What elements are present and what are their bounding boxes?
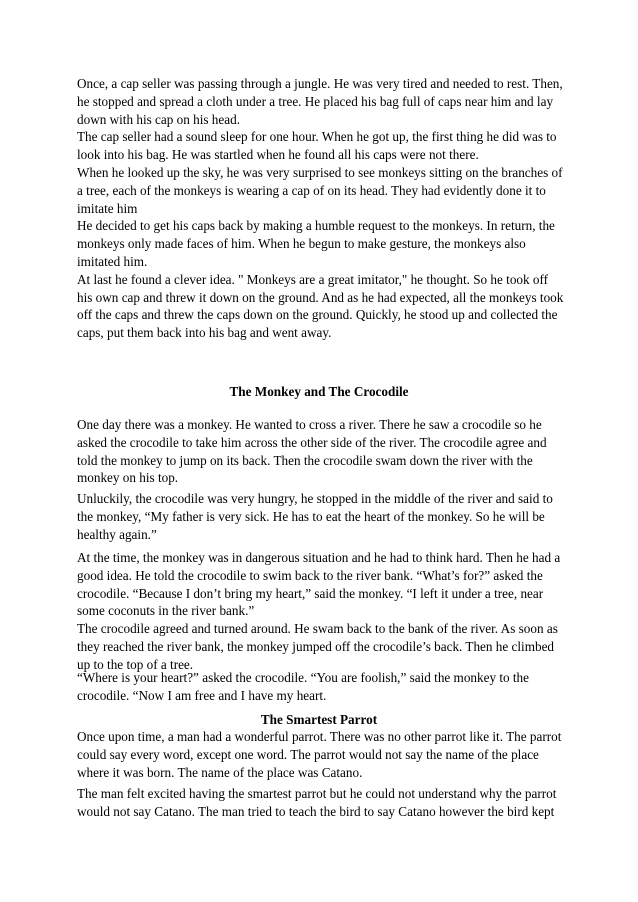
- paragraph: One day there was a monkey. He wanted to cross a river. There he saw a crocodile so he asked the crocodile to take him across the other side of the river. The crocodile agree and told the monkey to jump on its back. Then the crocodile swam down the river with the monkey on his top.: [77, 417, 547, 486]
- paragraph: Unluckily, the crocodile was very hungry, he stopped in the middle of the river and said to the monkey, “My father is very sick. He has to eat the heart of the monkey. So he will be healthy again.”: [77, 491, 553, 542]
- story-monkey-crocodile: [77, 416, 565, 487]
- story-smartest-parrot: [77, 785, 565, 821]
- paragraph: Once upon time, a man had a wonderful parrot. There was no other parrot like it. The parrot could say every word, except one word. The parrot would not say the name of the place where it was born. The name of the place was Catano.: [77, 729, 562, 780]
- paragraph: The man felt excited having the smartest parrot but he could not understand why the parrot would not say Catano. The man tried to teach the bird to say Catano however the bird kept: [77, 786, 557, 819]
- story-title-monkey-crocodile: The Monkey and The Crocodile: [229, 384, 409, 399]
- story-cap-seller: [77, 75, 565, 342]
- paragraph: “Where is your heart?” asked the crocodile. “You are foolish,” said the monkey to the crocodile. “Now I am free and I have my heart.: [77, 670, 530, 703]
- paragraph: At last he found a clever idea. " Monkeys are a great imitator," he thought. So he took off his own cap and threw it down on the ground. And as he had expected, all the monkeys took off the caps and threw the caps down on the ground. Quickly, he stood up and collected the caps, put them back into his bag and went away.: [77, 271, 564, 341]
- paragraph: At the time, the monkey was in dangerous situation and he had to think hard. Then he had a good idea. He told the crocodile to swim back to the river bank. “What’s for?” asked the crocodile. “Because I don’t bring my heart,” said the monkey. “I left it under a tree, near some coconuts in the river bank.”: [77, 550, 561, 619]
- story-monkey-crocodile: [77, 490, 565, 543]
- paragraph: When he looked up the sky, he was very surprised to see monkeys sitting on the branches of a tree, each of the monkeys is wearing a cap of on its head. They had evidently done it to imitate him: [77, 164, 563, 216]
- story-monkey-crocodile: [77, 549, 565, 674]
- story-monkey-crocodile: [77, 669, 565, 705]
- story-title-smartest-parrot: The Smartest Parrot: [260, 712, 378, 727]
- paragraph: The cap seller had a sound sleep for one hour. When he got up, the first thing he did was to look into his bag. He was startled when he found all his caps were not there.: [77, 129, 557, 163]
- paragraph: He decided to get his caps back by making a humble request to the monkeys. In return, the monkeys only made faces of him. When he begun to make gesture, the monkeys also imitated him.: [77, 218, 555, 269]
- paragraph: The crocodile agreed and turned around. He swam back to the bank of the river. As soon as they reached the river bank, the monkey jumped off the crocodile’s back. Then he climbed up to the top of a tree.: [77, 621, 558, 672]
- paragraph: Once, a cap seller was passing through a jungle. He was very tired and needed to rest. Then, he stopped and spread a cloth under a tree. He placed his bag full of caps near him and lay down with his cap on his head.: [77, 76, 563, 127]
- story-smartest-parrot: [77, 728, 565, 781]
